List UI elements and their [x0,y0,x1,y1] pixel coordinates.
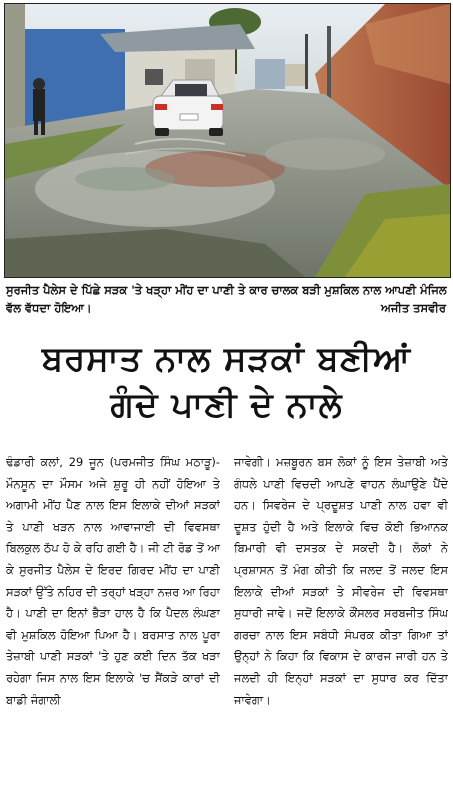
article-body [6,452,448,790]
article-column-2: ਜਾਵੇਗੀ। ਮਜ਼ਬੂਰਨ ਬਸ ਲੋਕਾਂ ਨੂੰ ਇਸ ਤੇਜ਼ਾਬੀ ਅਤੇ ਗੰਧਲੇ ਪਾਣੀ ਵਿਚਦੀ ਆਪਣੇ ਵਾਹਨ ਲੰਘਾਉਣੇ ਪੈਂਦੇ ਹਨ। ਸਿਵਰੇਜ ਦੇ ਪ੍ਰਦੂਸ਼ਤ ਪਾਣੀ ਨਾਲ ਹਵਾ ਵੀ ਦੂਸ਼ਤ ਹੁੰਦੀ ਹੈ ਅਤੇ ਇਲਾਕੇ ਵਿਚ ਕੋਈ ਭਿਆਨਕ ਬਿਮਾਰੀ ਵੀ ਦਸਤਕ ਦੇ ਸਕਦੀ ਹੈ। ਲੋਕਾਂ ਨੇ ਪ੍ਰਸ਼ਾਸਨ ਤੋਂ ਮੰਗ ਕੀਤੀ ਕਿ ਜਲਦ ਤੋਂ ਜਲਦ ਇਸ ਇਲਾਕੇ ਦੀਆਂ ਸੜਕਾਂ ਤੇ ਸੀਵਰੇਜ ਦੀ ਵਿਵਸਥਾ ਸੁਧਾਰੀ ਜਾਵੇ। ਜਦੋਂ ਇਲਾਕੇ ਕੌਂਸਲਰ ਸਰਬਜੀਤ ਸਿੰਘ ਗਰਚਾ ਨਾਲ ਇਸ ਸਬੰਧੀ ਸੰਪਰਕ ਕੀਤਾ ਗਿਆ ਤਾਂ ਉਨ੍ਹਾਂ ਨੇ ਕਿਹਾ ਕਿ ਵਿਕਾਸ ਦੇ ਕਾਰਜ ਜਾਰੀ ਹਨ ਤੇ ਜਲਦੀ ਹੀ ਇਨ੍ਹਾਂ ਸੜਕਾਂ ਦਾ ਸੁਧਾਰ ਕਰ ਦਿੱਤਾ ਜਾਵੇਗਾ। [234,455,448,707]
photo-credit: ਅਜੀਤ ਤਸਵੀਰ [380,301,446,315]
headline [0,336,453,428]
headline-line-2: ਗੰਦੇ ਪਾਣੀ ਦੇ ਨਾਲੇ [110,385,343,425]
news-photo-flooded-road [4,3,451,278]
headline-line-1: ਬਰਸਾਤ ਨਾਲ ਸੜਕਾਂ ਬਣੀਆਂ [41,339,412,379]
caption-text: ਸੁਰਜੀਤ ਪੈਲੇਸ ਦੇ ਪਿੱਛੇ ਸੜਕ 'ਤੇ ਖੜ੍ਹਾ ਮੀਂਹ ਦਾ ਪਾਣੀ ਤੇ ਕਾਰ ਚਾਲਕ ਬੜੀ ਮੁਸ਼ਕਿਲ ਨਾਲ ਆਪਣੀ ਮੰਜਿਲ ਵੱਲ ਵੱਧਦਾ ਹੋਇਆ। [6,283,447,315]
flooded-street-illustration [5,4,450,277]
photo-caption [6,281,448,317]
article-column-1: ਢੰਡਾਰੀ ਕਲਾਂ, 29 ਜੂਨ (ਪਰਮਜੀਤ ਸਿੰਘ ਮਠਾੜੂ)-ਮੌਨਸੂਨ ਦਾ ਮੌਸਮ ਅਜੇ ਸ਼ੁਰੂ ਹੀ ਨਹੀਂ ਹੋਇਆ ਤੇ ਅਗਾਮੀ ਮੀਂਹ ਪੈਣ ਨਾਲ ਇਸ ਇਲਾਕੇ ਦੀਆਂ ਸੜਕਾਂ ਤੇ ਪਾਣੀ ਖੜਨ ਨਾਲ ਆਵਾਜਾਈ ਦੀ ਵਿਵਸਥਾ ਬਿਲਕੁਲ ਠੱਪ ਹੋ ਕੇ ਰਹਿ ਗਈ ਹੈ। ਜੀ ਟੀ ਰੋਡ ਤੋਂ ਆ ਕੇ ਸੁਰਜੀਤ ਪੈਲੇਸ ਦੇ ਇਰਦ ਗਿਰਦ ਮੀਂਹ ਦਾ ਪਾਣੀ ਸੜਕਾਂ ਉੱਤੇ ਨਹਿਰ ਦੀ ਤਰ੍ਹਾਂ ਖੜ੍ਹਾ ਨਜ਼ਰ ਆ ਰਿਹਾ ਹੈ। ਪਾਣੀ ਦਾ ਇਨਾਂ ਭੈੜਾ ਹਾਲ ਹੈ ਕਿ ਪੈਦਲ ਲੰਘਣਾ ਵੀ ਮੁਸ਼ਕਿਲ ਹੋਇਆ ਪਿਆ ਹੈ। ਬਰਸਾਤ ਨਾਲ ਪੂਰਾ ਤੇਜ਼ਾਬੀ ਪਾਣੀ ਸੜਕਾਂ 'ਤੇ ਹੁਣ ਕਈ ਦਿਨ ਤੱਕ ਖੜਾ ਰਹੇਗਾ ਜਿਸ ਨਾਲ ਇਸ ਇਲਾਕੇ 'ਚ ਸੈਂਕੜੇ ਕਾਰਾਂ ਦੀ ਬਾਡੀ ਜੰਗਾਲੀ [6,455,220,707]
